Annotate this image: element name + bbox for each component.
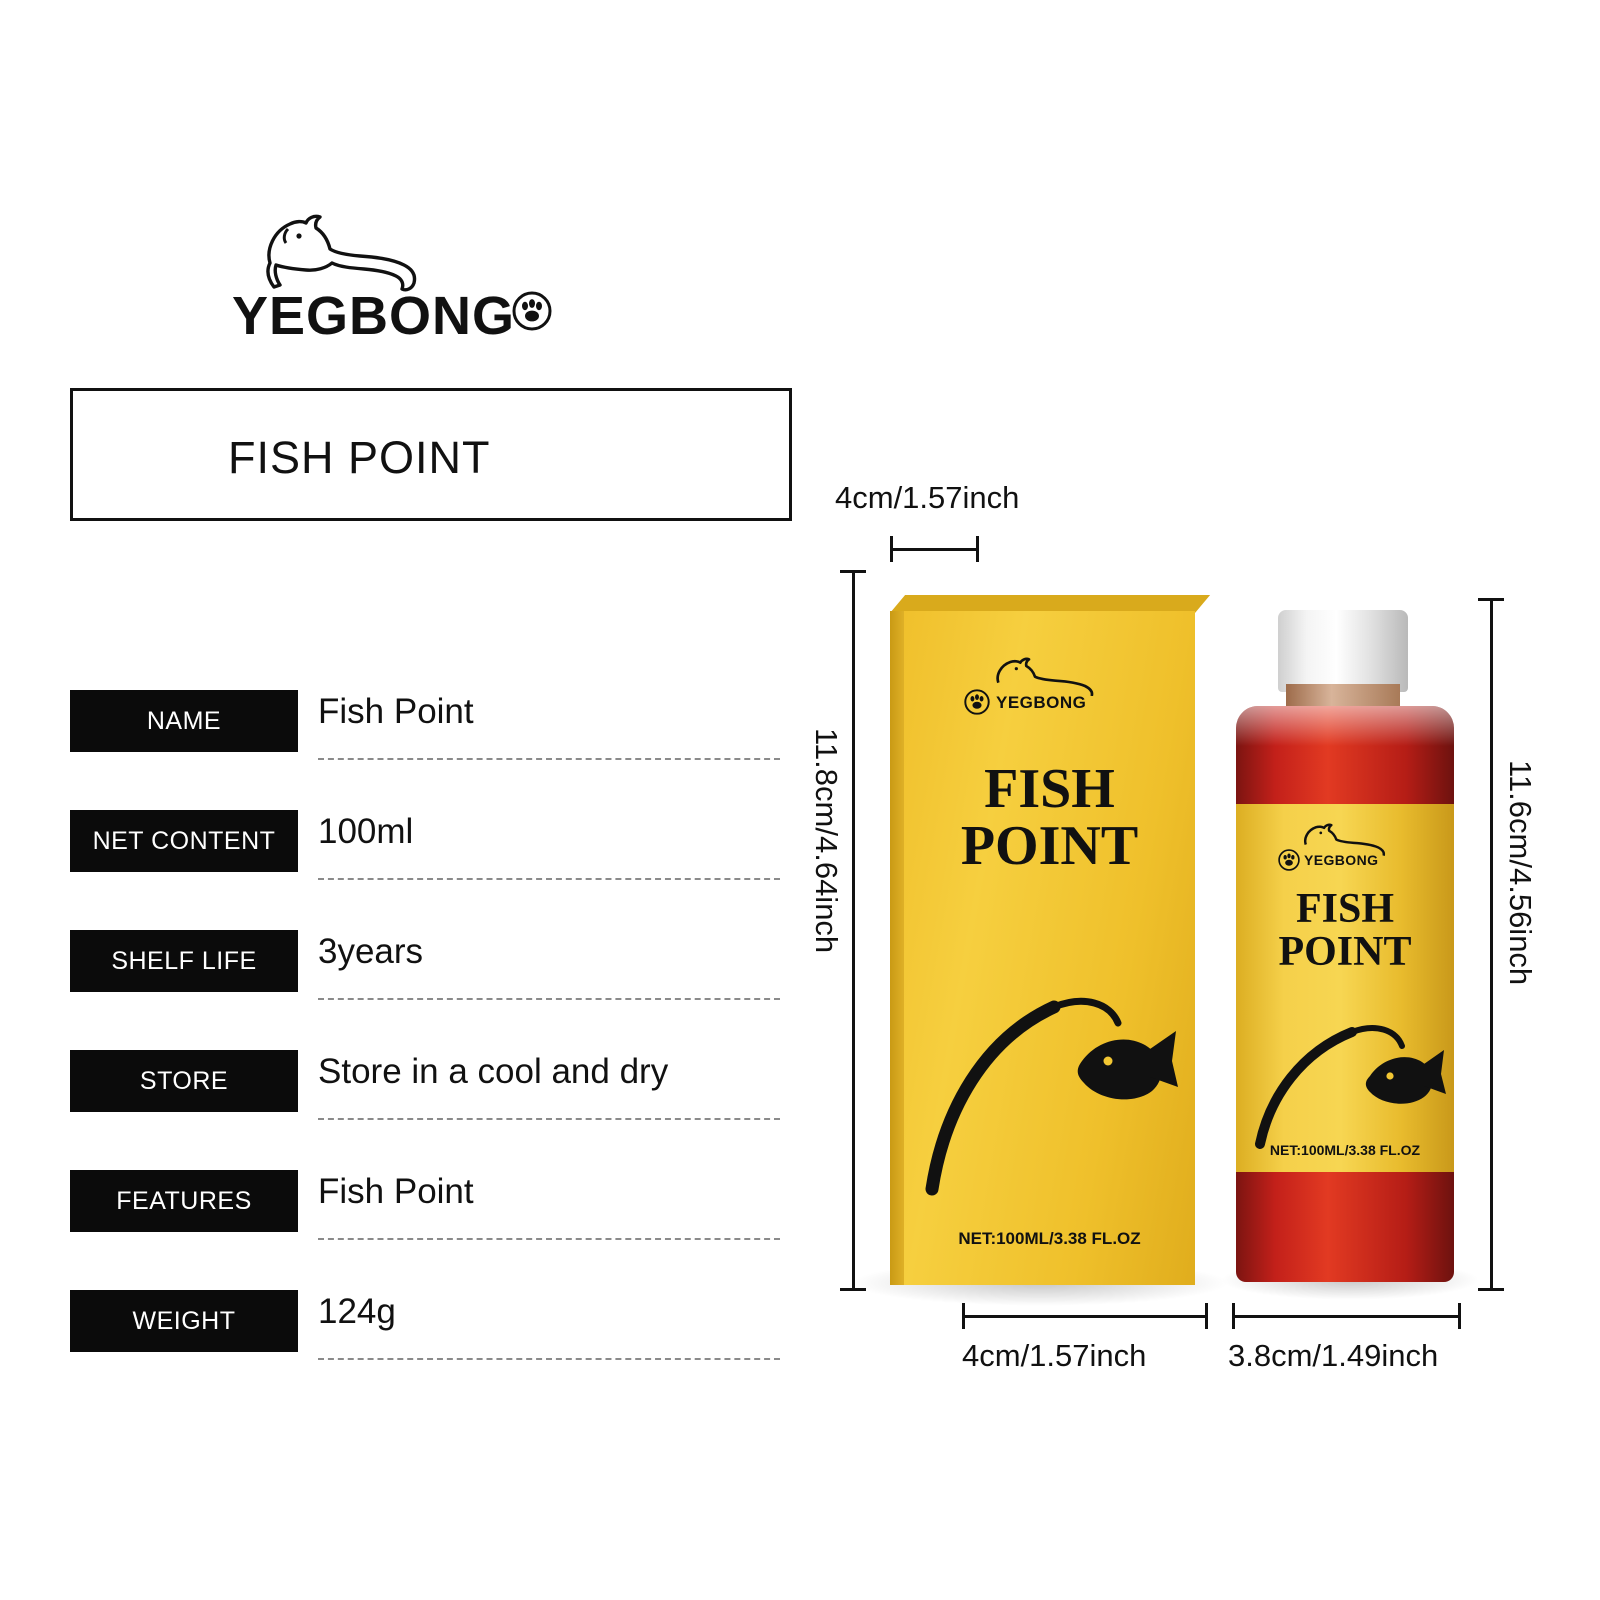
table-row [70,810,780,930]
dim-line-bottle-height [1490,598,1493,1288]
dim-carton-top-width: 4cm/1.57inch [835,480,1020,515]
bottle-cap [1278,610,1408,692]
bottle-gloss [1236,706,1454,746]
dim-tick [1478,598,1504,601]
dim-line-carton-height [852,570,855,1288]
row-divider [318,998,780,1000]
fishing-rod-and-fish-icon [914,911,1184,1201]
dim-line-carton-bottom [962,1315,1207,1318]
carton-title-line2: POINT [960,815,1139,878]
dim-tick [1205,1303,1208,1329]
dim-tick [1478,1288,1504,1291]
dim-bottle-height: 11.6cm/4.56inch [1503,760,1538,986]
table-row [70,690,780,810]
dim-tick [962,1303,965,1329]
bottle-brand: YEGBONG [1304,852,1379,868]
fishing-rod-and-fish-icon [1248,1004,1448,1154]
spec-label: FEATURES [70,1170,298,1232]
dim-tick [840,1288,866,1291]
bottle-body [1236,706,1454,1282]
spec-label: WEIGHT [70,1290,298,1352]
product-carton [890,595,1195,1285]
row-divider [318,878,780,880]
table-row [70,930,780,1050]
dim-bottle-width: 3.8cm/1.49inch [1228,1338,1439,1373]
product-bottle [1230,610,1460,1290]
paw-print-icon [964,689,990,715]
table-row [70,1170,780,1290]
spec-value: Fish Point [318,692,474,731]
page-title: FISH POINT [228,432,491,483]
bottle-title-line1: FISH [1295,886,1395,932]
spec-label: SHELF LIFE [70,930,298,992]
spec-value: Store in a cool and dry [318,1052,669,1091]
row-divider [318,758,780,760]
carton-front-face [904,611,1195,1285]
dim-tick [1232,1303,1235,1329]
carton-title [904,758,1195,878]
dim-tick [890,536,893,562]
dim-line-bottle-width [1232,1315,1460,1318]
table-row [70,1050,780,1170]
spec-value: Fish Point [318,1172,474,1211]
spec-label: NAME [70,690,298,752]
bottle-title-line2: POINT [1278,929,1412,976]
product-image-area [790,470,1580,1410]
carton-title-line1: FISH [984,758,1115,820]
paw-print-icon [512,291,552,331]
dim-tick [1458,1303,1461,1329]
dim-tick [976,536,979,562]
brand-wordmark: YEGBONG [232,286,516,346]
spec-label: NET CONTENT [70,810,298,872]
spec-label: STORE [70,1050,298,1112]
dog-outline-icon [1298,822,1398,856]
bottle-title [1236,888,1454,975]
row-divider [318,1358,780,1360]
row-divider [318,1238,780,1240]
table-row [70,1290,780,1410]
paw-print-icon [1278,849,1300,871]
bottle-label [1236,804,1454,1172]
dim-carton-height: 11.8cm/4.64inch [809,728,844,954]
spec-value: 3years [318,932,424,971]
spec-table [70,690,780,1410]
spec-value: 100ml [318,812,414,851]
dim-tick [840,570,866,573]
carton-brand: YEGBONG [996,693,1087,712]
carton-net-content: NET:100ML/3.38 FL.OZ [958,1229,1141,1248]
dim-carton-bottom-width: 4cm/1.57inch [962,1338,1147,1373]
dim-line-top [890,548,978,551]
row-divider [318,1118,780,1120]
bottle-net-content: NET:100ML/3.38 FL.OZ [1269,1142,1421,1158]
spec-value: 124g [318,1292,396,1331]
dog-outline-icon [989,656,1109,696]
brand-logo [232,205,662,355]
